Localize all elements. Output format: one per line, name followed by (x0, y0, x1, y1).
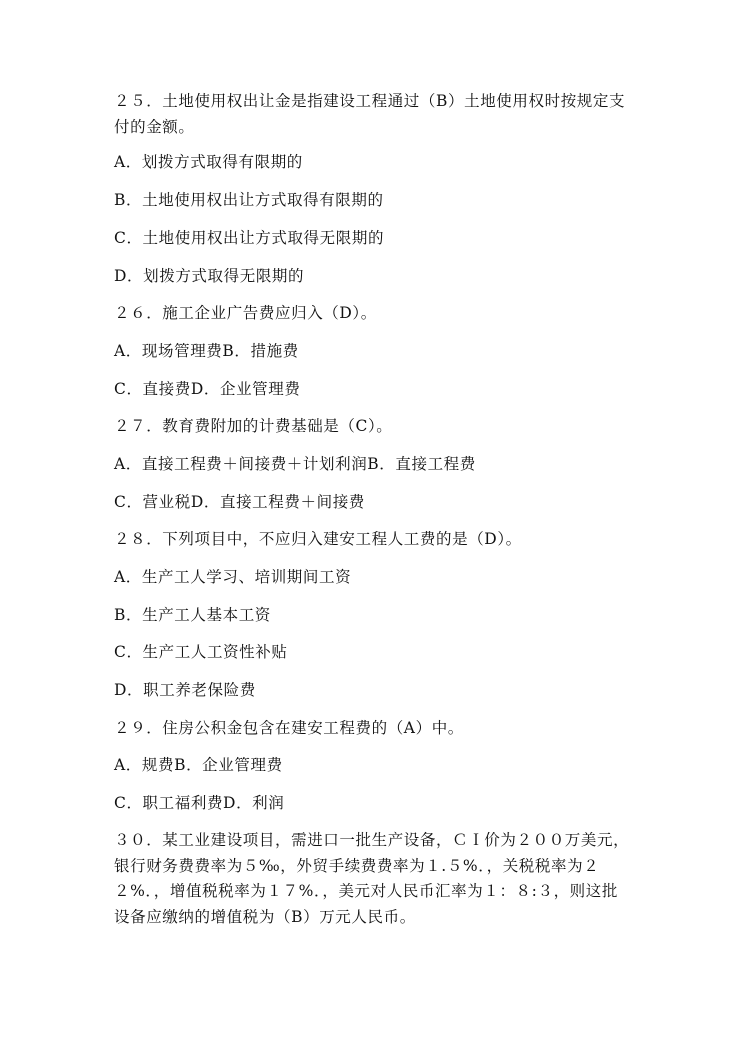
question-28-option-c: C．生产工人工资性补贴 (114, 643, 288, 661)
question-28-option-b: B．生产工人基本工资 (114, 606, 271, 624)
question-25-option-d: D．划拨方式取得无限期的 (114, 267, 305, 285)
question-29-stem: ２９．住房公积金包含在建安工程费的（A）中。 (114, 719, 464, 737)
question-26-options-ab: A．现场管理费B．措施费 (114, 342, 299, 360)
question-25-stem: ２５．土地使用权出让金是指建设工程通过（B）土地使用权时按规定支付的金额。 (114, 92, 626, 136)
question-25-option-c: C．土地使用权出让方式取得无限期的 (114, 229, 385, 247)
question-27-options-ab: A．直接工程费＋间接费＋计划利润B．直接工程费 (114, 455, 476, 473)
question-26-stem: ２６．施工企业广告费应归入（D）。 (114, 304, 377, 322)
question-28-option-a: A．生产工人学习、培训期间工资 (114, 568, 352, 586)
question-29-options-cd: C．职工福利费D．利润 (114, 794, 285, 812)
question-30-stem: ３０．某工业建设项目，需进口一批生产设备，ＣＩ价为２００万美元，银行财务费费率为５‰，外贸手续费费率为１.５%．，关税税率为２２%．，增值税税率为１７%．，美元对人民币汇率为１：８:３，则这批设备应缴纳的增值税为（B）万元人民币。 (114, 831, 630, 926)
question-25-option-b: B．土地使用权出让方式取得有限期的 (114, 191, 384, 209)
question-27-options-cd: C．营业税D．直接工程费＋间接费 (114, 493, 365, 511)
question-28-option-d: D．职工养老保险费 (114, 681, 256, 699)
question-29-options-ab: A．规费B．企业管理费 (114, 756, 283, 774)
question-27-stem: ２７．教育费附加的计费基础是（C）。 (114, 417, 393, 435)
question-25-option-a: A．划拨方式取得有限期的 (114, 153, 303, 171)
question-26-options-cd: C．直接费D．企业管理费 (114, 380, 301, 398)
question-28-stem: ２８．下列项目中，不应归入建安工程人工费的是（D）。 (114, 530, 522, 548)
